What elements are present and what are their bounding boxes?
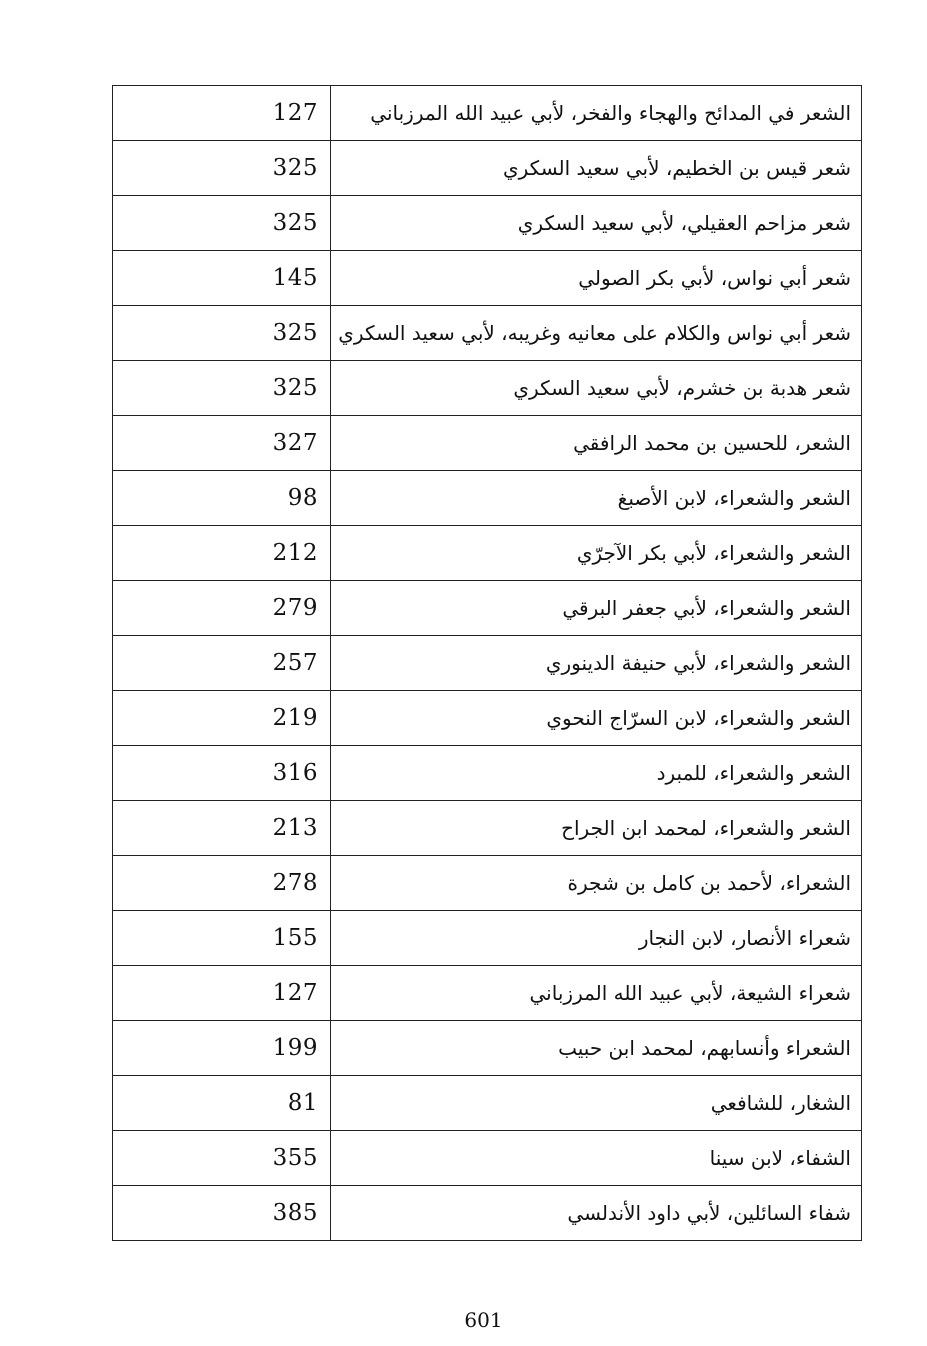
entry-title: شعر قيس بن الخطيم، لأبي سعيد السكري [331, 141, 862, 196]
table-row [113, 801, 862, 856]
entry-title: الشفاء، لابن سينا [331, 1131, 862, 1186]
entry-title: شعر أبي نواس والكلام على معانيه وغريبه، لأبي سعيد السكري [331, 306, 862, 361]
entry-page-number: 279 [113, 581, 331, 636]
table-row [113, 636, 862, 691]
table-row [113, 966, 862, 1021]
entry-title: الشعر، للحسين بن محمد الرافقي [331, 416, 862, 471]
table-row [113, 1131, 862, 1186]
entry-title: الشعراء وأنسابهم، لمحمد ابن حبيب [331, 1021, 862, 1076]
entry-title: الشعر والشعراء، لأبي بكر الآجرّي [331, 526, 862, 581]
entry-page-number: 212 [113, 526, 331, 581]
entry-page-number: 327 [113, 416, 331, 471]
entry-page-number: 213 [113, 801, 331, 856]
table-row [113, 416, 862, 471]
table-row [113, 856, 862, 911]
entry-title: الشعر في المدائح والهجاء والفخر، لأبي عبيد الله المرزباني [331, 86, 862, 141]
entry-page-number: 325 [113, 196, 331, 251]
entry-page-number: 81 [113, 1076, 331, 1131]
entry-title: الشعر والشعراء، لأبي حنيفة الدينوري [331, 636, 862, 691]
table-row [113, 1021, 862, 1076]
table-row [113, 1076, 862, 1131]
table-row [113, 196, 862, 251]
table-row [113, 361, 862, 416]
entry-page-number: 355 [113, 1131, 331, 1186]
table-row [113, 251, 862, 306]
entry-page-number: 325 [113, 306, 331, 361]
table-row [113, 581, 862, 636]
entry-page-number: 385 [113, 1186, 331, 1241]
entry-title: شعر مزاحم العقيلي، لأبي سعيد السكري [331, 196, 862, 251]
entry-title: شعر أبي نواس، لأبي بكر الصولي [331, 251, 862, 306]
entry-title: الشغار، للشافعي [331, 1076, 862, 1131]
entry-page-number: 199 [113, 1021, 331, 1076]
entry-page-number: 127 [113, 86, 331, 141]
table-row [113, 911, 862, 966]
page-number: 601 [464, 1308, 503, 1332]
entry-title: الشعر والشعراء، لأبي جعفر البرقي [331, 581, 862, 636]
entry-title: الشعر والشعراء، لابن الأصبغ [331, 471, 862, 526]
table-row [113, 86, 862, 141]
entry-page-number: 145 [113, 251, 331, 306]
entry-page-number: 98 [113, 471, 331, 526]
table-row [113, 471, 862, 526]
table-row [113, 1186, 862, 1241]
entry-title: شعراء الأنصار، لابن النجار [331, 911, 862, 966]
entry-page-number: 316 [113, 746, 331, 801]
entry-page-number: 278 [113, 856, 331, 911]
entry-page-number: 155 [113, 911, 331, 966]
entry-page-number: 325 [113, 361, 331, 416]
entry-page-number: 325 [113, 141, 331, 196]
table-row [113, 746, 862, 801]
entry-title: شعر هدبة بن خشرم، لأبي سعيد السكري [331, 361, 862, 416]
entry-title: الشعر والشعراء، لابن السرّاج النحوي [331, 691, 862, 746]
table-row [113, 691, 862, 746]
entry-title: شفاء السائلين، لأبي داود الأندلسي [331, 1186, 862, 1241]
entry-page-number: 219 [113, 691, 331, 746]
table-row [113, 306, 862, 361]
entry-page-number: 127 [113, 966, 331, 1021]
index-table-body [113, 86, 862, 1241]
index-table [112, 85, 862, 1241]
entry-title: شعراء الشيعة، لأبي عبيد الله المرزباني [331, 966, 862, 1021]
table-row [113, 141, 862, 196]
entry-title: الشعر والشعراء، لمحمد ابن الجراح [331, 801, 862, 856]
entry-page-number: 257 [113, 636, 331, 691]
table-row [113, 526, 862, 581]
entry-title: الشعر والشعراء، للمبرد [331, 746, 862, 801]
entry-title: الشعراء، لأحمد بن كامل بن شجرة [331, 856, 862, 911]
